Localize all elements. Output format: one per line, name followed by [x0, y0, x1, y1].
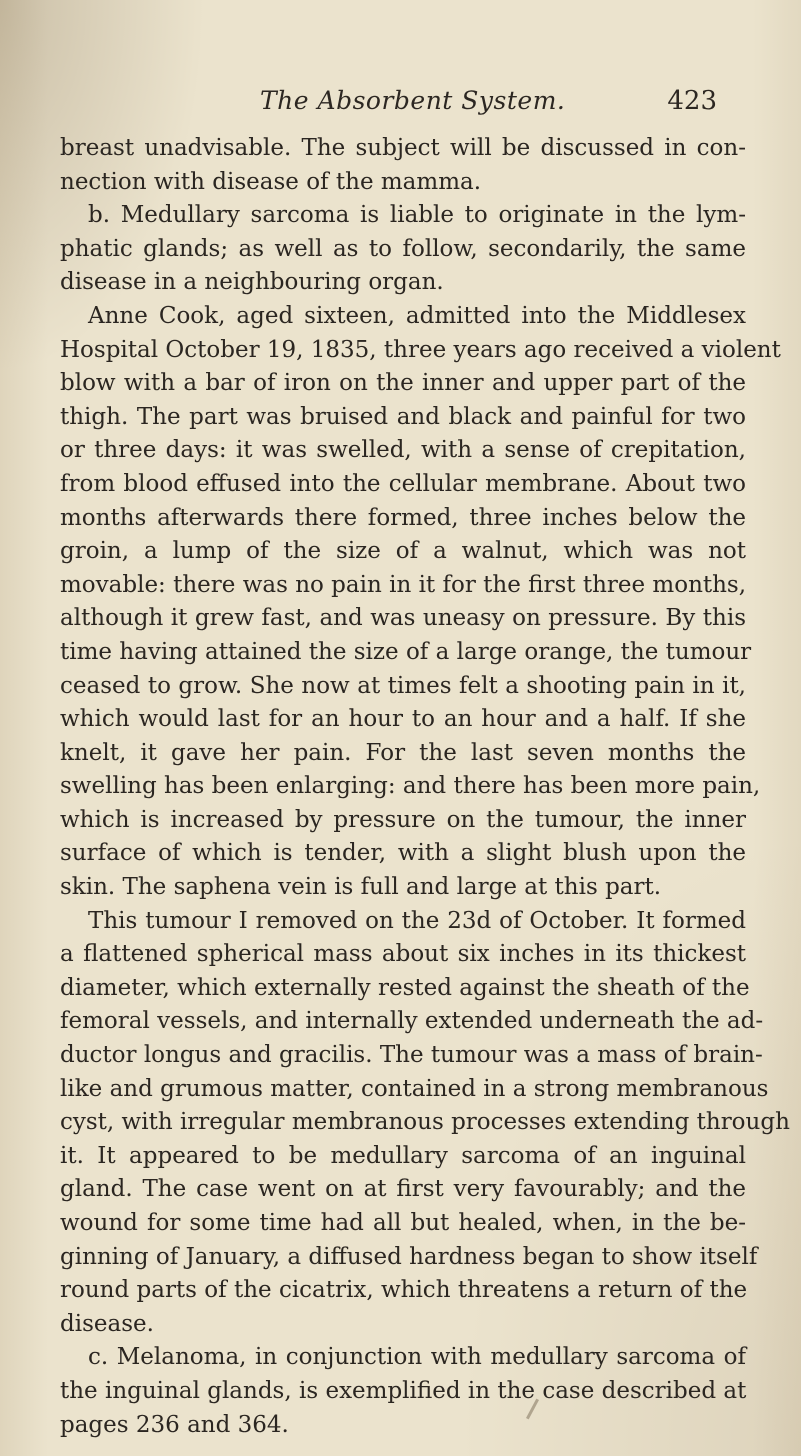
text-line: ginning of January, a diffused hardness began to show itself: [60, 1243, 758, 1270]
text-line: pages 236 and 364.: [60, 1411, 289, 1438]
text-line: which is increased by pressure on the tumour, the inner: [60, 806, 746, 833]
text-line: round parts of the cicatrix, which threatens a return of the: [60, 1277, 748, 1304]
text-line: like and grumous matter, contained in a strong membranous: [60, 1075, 769, 1102]
text-line: movable: there was no pain in it for the first three months,: [60, 571, 747, 598]
body-text: [60, 132, 790, 1442]
text-line: ceased to grow. She now at times felt a shooting pain in it,: [60, 672, 746, 699]
text-line: which would last for an hour to an hour and a half. If she: [60, 706, 746, 733]
text-line: phatic glands; as well as to follow, secondarily, the same: [60, 235, 746, 262]
text-line: swelling has been enlarging: and there has been more pain,: [60, 773, 761, 800]
text-line: ductor longus and gracilis. The tumour was a mass of brain-: [60, 1042, 763, 1069]
text-line: it. It appeared to be medullary sarcoma of an inguinal: [60, 1142, 746, 1169]
text-line: c. Melanoma, in conjunction with medullary sarcoma of: [88, 1344, 746, 1371]
text-line: groin, a lump of the size of a walnut, which was not: [60, 538, 746, 565]
running-head-title: The Absorbent System.: [260, 86, 566, 115]
text-line: months afterwards there formed, three inches below the: [60, 504, 746, 531]
text-line: b. Medullary sarcoma is liable to originate in the lym-: [88, 202, 746, 229]
text-line: breast unadvisable. The subject will be discussed in con-: [60, 135, 746, 161]
text-line: the inguinal glands, is exemplified in the case described at: [60, 1377, 747, 1404]
text-line: nection with disease of the mamma.: [60, 168, 482, 195]
text-line: thigh. The part was bruised and black and painful for two: [60, 403, 746, 430]
text-line: skin. The saphena vein is full and large at this part.: [60, 874, 662, 901]
text-line: or three days: it was swelled, with a sense of crepitation,: [60, 437, 746, 464]
text-line: disease.: [60, 1310, 154, 1337]
text-line: cyst, with irregular membranous processes extending through: [60, 1109, 790, 1136]
text-line: femoral vessels, and internally extended underneath the ad-: [60, 1008, 764, 1035]
text-line: This tumour I removed on the 23d of October. It formed: [88, 907, 746, 934]
text-line: Hospital October 19, 1835, three years ago received a violent: [60, 336, 781, 363]
text-line: disease in a neighbouring organ.: [60, 269, 444, 296]
text-line: Anne Cook, aged sixteen, admitted into the Middlesex: [88, 302, 746, 329]
text-line: blow with a bar of iron on the inner and upper part of the: [60, 370, 746, 397]
text-line: diameter, which externally rested against the sheath of the: [60, 974, 750, 1001]
page-number: 423: [667, 86, 717, 116]
text-line: wound for some time had all but healed, when, in the be-: [60, 1210, 746, 1236]
text-line: surface of which is tender, with a slight blush upon the: [60, 840, 746, 867]
text-line: from blood effused into the cellular membrane. About two: [60, 470, 746, 497]
text-line: although it grew fast, and was uneasy on pressure. By this: [60, 605, 746, 632]
text-line: time having attained the size of a large orange, the tumour: [60, 638, 752, 665]
text-line: gland. The case went on at first very favourably; and the: [60, 1176, 746, 1203]
text-line: a flattened spherical mass about six inches in its thickest: [60, 941, 746, 968]
text-line: knelt, it gave her pain. For the last seven months the: [60, 739, 746, 766]
